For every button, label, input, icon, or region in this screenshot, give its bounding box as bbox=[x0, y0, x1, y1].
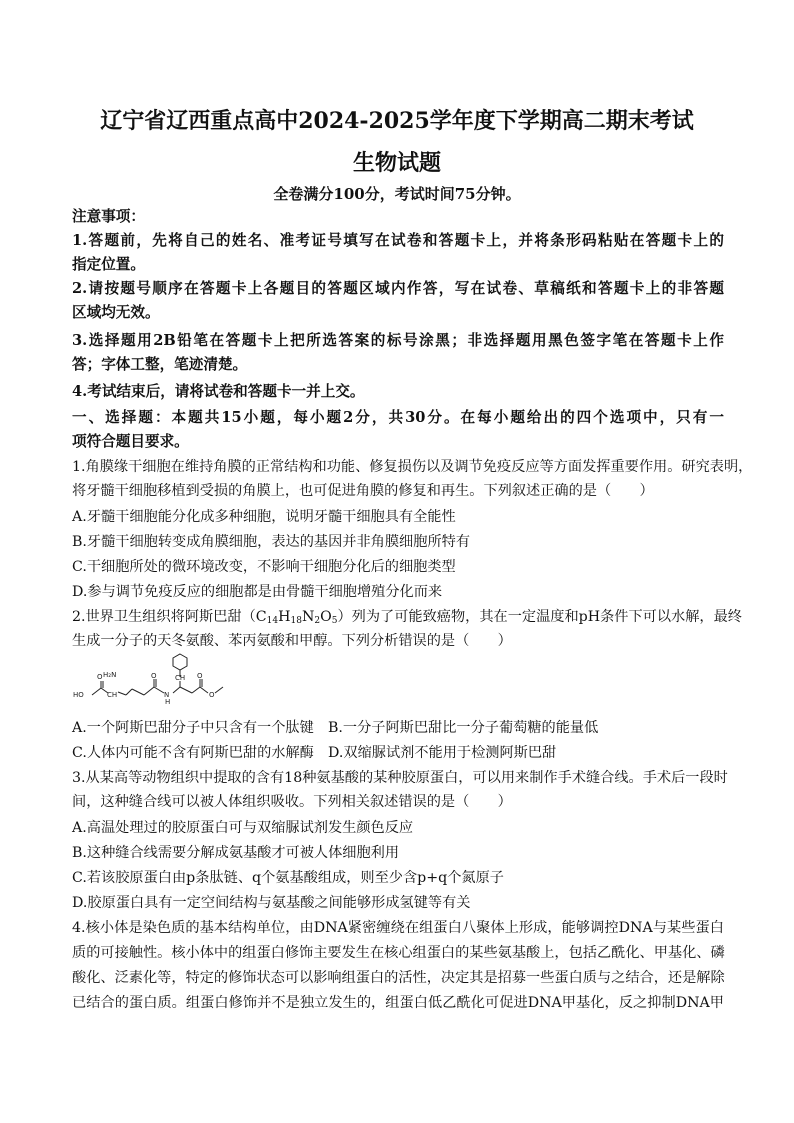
q3-option-c: C.若该胶原蛋白由p条肽链、q个氨基酸组成，则至少含p+q个氮原子 bbox=[72, 870, 504, 886]
mol-label-h: H bbox=[165, 698, 171, 706]
exam-subtitle: 生物试题 bbox=[352, 150, 441, 176]
exam-title: 辽宁省辽西重点高中2024-2025学年度下学期高二期末考试 bbox=[100, 108, 694, 134]
mol-label-o: O bbox=[209, 691, 215, 699]
q3-stem: 间，这种缝合线可以被人体组织吸收。下列相关叙述错误的是（ ） bbox=[72, 794, 512, 810]
q3-option-b: B.这种缝合线需要分解成氨基酸才可被人体细胞利用 bbox=[72, 845, 400, 861]
q1-option-d: D.参与调节免疫反应的细胞都是由骨髓干细胞增殖分化而来 bbox=[72, 584, 443, 600]
exam-info: 全卷满分100分，考试时间75分钟。 bbox=[273, 185, 521, 203]
mol-label-ho: HO bbox=[73, 691, 84, 699]
mol-label-ch: CH bbox=[107, 691, 118, 699]
q2-option-cd: C.人体内可能不含有阿斯巴甜的水解酶 D.双缩脲试剂不能用于检测阿斯巴甜 bbox=[72, 745, 557, 761]
section-heading: 项符合题目要求。 bbox=[72, 433, 189, 450]
notice-line: 答；字体工整，笔迹清楚。 bbox=[72, 356, 248, 373]
q2-stem: 生成一分子的天冬氨酸、苯丙氨酸和甲醇。下列分析错误的是（ ） bbox=[72, 633, 512, 649]
mol-label-h2n: H₂N bbox=[103, 671, 117, 679]
notice-line: 1.答题前，先将自己的姓名、准考证号填写在试卷和答题卡上，并将条形码粘贴在答题卡上的 bbox=[72, 232, 724, 249]
mol-label-o: O bbox=[151, 672, 157, 680]
q1-option-c: C.干细胞所处的微环境改变，不影响干细胞分化后的细胞类型 bbox=[72, 559, 456, 575]
mol-label-o: O bbox=[197, 672, 203, 680]
q1-stem: 将牙髓干细胞移植到受损的角膜上，也可促进角膜的修复和再生。下列叙述正确的是（ ） bbox=[72, 483, 654, 499]
notice-heading: 注意事项： bbox=[72, 208, 145, 225]
aspartame-structure bbox=[70, 651, 270, 713]
mol-label-o: O bbox=[97, 673, 103, 681]
notice-line: 指定位置。 bbox=[72, 256, 145, 273]
q1-stem: 1.角膜缘干细胞在维持角膜的正常结构和功能、修复损伤以及调节免疫反应等方面发挥重要作用。研究表明， bbox=[72, 459, 753, 475]
q4-stem: 质的可接触性。核小体中的组蛋白修饰主要发生在核心组蛋白的某些氨基酸上，包括乙酰化、甲基化、磷 bbox=[72, 945, 725, 961]
q4-stem: 4.核小体是染色质的基本结构单位，由DNA紧密缠绕在组蛋白八聚体上形成，能够调控DNA与某些蛋白 bbox=[72, 920, 724, 936]
q3-option-a: A.高温处理过的胶原蛋白可与双缩脲试剂发生颜色反应 bbox=[72, 820, 414, 836]
notice-line: 区域均无效。 bbox=[72, 304, 160, 321]
q3-option-d: D.胶原蛋白具有一定空间结构与氨基酸之间能够形成氢键等有关 bbox=[72, 895, 471, 911]
q1-option-a: A.牙髓干细胞能分化成多种细胞，说明牙髓干细胞具有全能性 bbox=[72, 509, 456, 525]
notice-line: 4.考试结束后，请将试卷和答题卡一并上交。 bbox=[72, 383, 365, 400]
mol-label-n: N bbox=[164, 691, 170, 699]
benzene-ring bbox=[173, 654, 187, 670]
q2-option-ab: A.一个阿斯巴甜分子中只含有一个肽键 B.一分子阿斯巴甜比一分子葡萄糖的能量低 bbox=[72, 720, 599, 736]
notice-line: 2.请按题号顺序在答题卡上各题目的答题区域内作答，写在试卷、草稿纸和答题卡上的非答题 bbox=[72, 280, 724, 297]
q2-stem: 2.世界卫生组织将阿斯巴甜$(C_{14}H_{18}N_2O_5)$列为了可能致癌物，其在一定温度和pH条件下可以水解，最终 bbox=[72, 609, 742, 626]
q1-option-b: B.牙髓干细胞转变成角膜细胞，表达的基因并非角膜细胞所特有 bbox=[72, 534, 471, 550]
section-heading: 一、选择题：本题共15小题，每小题2分，共30分。在每小题给出的四个选项中，只有一 bbox=[72, 409, 724, 426]
q4-stem: 酸化、泛素化等，特定的修饰状态可以影响组蛋白的活性，决定其是招募一些蛋白质与之结合，还是解除 bbox=[72, 970, 725, 986]
mol-label-ch: CH bbox=[175, 674, 186, 682]
notice-line: 3.选择题用2B铅笔在答题卡上把所选答案的标号涂黑；非选择题用黑色签字笔在答题卡上作 bbox=[72, 332, 724, 349]
q4-stem: 已结合的蛋白质。组蛋白修饰并不是独立发生的，组蛋白低乙酰化可促进DNA甲基化，反之抑制DNA甲 bbox=[72, 995, 724, 1011]
q3-stem: 3.从某高等动物组织中提取的含有18种氨基酸的某种胶原蛋白，可以用来制作手术缝合线。手术后一段时 bbox=[72, 770, 728, 786]
